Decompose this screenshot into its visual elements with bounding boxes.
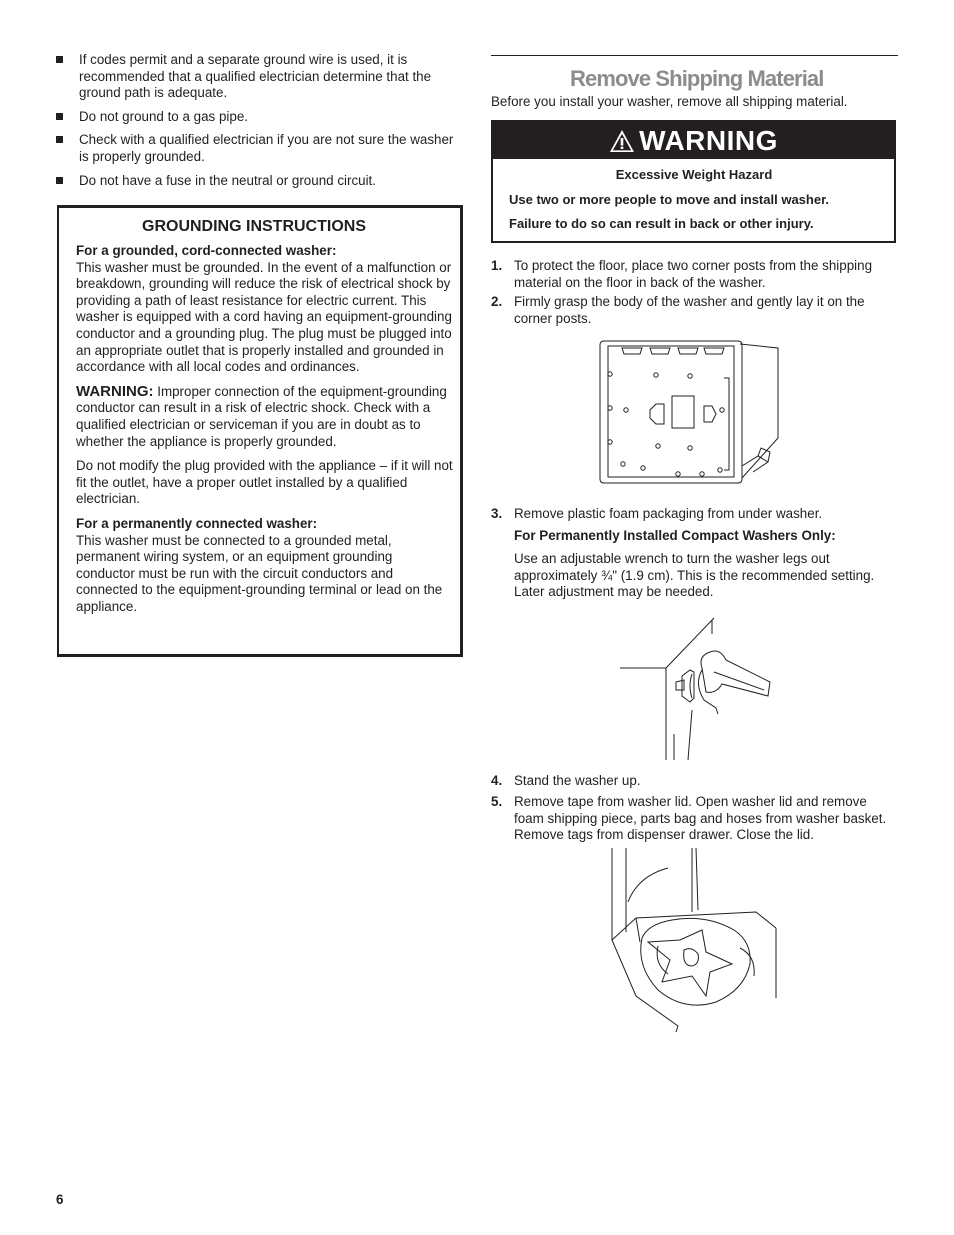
- grounding-instructions-box: [57, 205, 463, 657]
- hazard-line-1: Use two or more people to move and install washer.: [509, 191, 830, 207]
- compact-washer-heading: For Permanently Installed Compact Washers Only:: [514, 527, 836, 543]
- step-item: [491, 506, 899, 601]
- warning-triangle-icon: [609, 129, 635, 153]
- warning-body: [509, 167, 889, 233]
- open-washer-foam-piece-illustration: [606, 846, 782, 1032]
- plug-paragraph: Do not modify the plug provided with the appliance – if it will not fit the outlet, have a proper outlet installed by a qualified electrician.: [76, 458, 453, 507]
- step-item: [491, 258, 899, 291]
- warning-header-tab: [498, 159, 578, 162]
- hazard-line-2: Failure to do so can result in back or other injury.: [509, 216, 814, 232]
- hazard-title: Excessive Weight Hazard: [615, 167, 773, 182]
- step-text: Stand the washer up.: [514, 773, 641, 788]
- warning-text: Improper connection of the equipment-grounding conductor can result in a risk of electric shock. Check with a qualified electrician or serviceman if you are in doubt as to whether the appliance is properly grounded.: [76, 383, 447, 449]
- warning-paragraph: [76, 384, 454, 450]
- bullet-square-icon: [56, 177, 63, 184]
- washer-lying-down-illustration: [598, 338, 783, 490]
- warning-header: [493, 122, 894, 159]
- step-number: 1.: [491, 258, 503, 273]
- bullet-item: Do not ground to a gas pipe.: [56, 109, 464, 126]
- permanent-connection-text: This washer must be connected to a grounded metal, permanent wiring system, or an equipment grounding conductor must be run with the circuit conductors and connected to the equipment-grounding terminal or lead on the appliance.: [76, 532, 443, 614]
- step-item: [491, 773, 899, 790]
- compact-washer-text: Use an adjustable wrench to turn the washer legs out approximately ¾" (1.9 cm). This is the recommended setting. Later adjustment may be needed.: [514, 551, 875, 600]
- step-item: [491, 294, 899, 327]
- warning-word: WARNING: [639, 124, 778, 156]
- step-item: [491, 794, 899, 844]
- cord-connected-text: This washer must be grounded. In the event of a malfunction or breakdown, grounding will reduce the risk of electrical shock by providing a path of least resistance for electric current. This washer is equipped with a cord having an equipment-grounding conductor and a grounding plug. The plug must be plugged into an appropriate outlet that is properly installed and grounded in accordance with all local codes and ordinances.: [76, 259, 452, 375]
- cord-connected-section: [76, 243, 454, 376]
- step-number: 3.: [491, 506, 503, 521]
- bullet-square-icon: [56, 113, 63, 120]
- section-title: Remove Shipping Material: [570, 66, 824, 91]
- wrench-leg-adjustment-illustration: [618, 614, 773, 764]
- warning-label: WARNING:: [76, 382, 154, 400]
- grounding-title: GROUNDING INSTRUCTIONS: [142, 218, 366, 235]
- step-number: 5.: [491, 794, 503, 809]
- bullet-square-icon: [56, 56, 63, 63]
- permanent-connection-heading: For a permanently connected washer:: [76, 515, 318, 531]
- warning-box: [491, 120, 896, 243]
- step-number: 2.: [491, 294, 503, 309]
- left-column: [56, 52, 464, 196]
- step-text: Remove tape from washer lid. Open washer lid and remove foam shipping piece, parts bag and hoses from washer basket. Remove tags from dispenser drawer. Close the lid.: [514, 794, 887, 843]
- bullet-square-icon: [56, 136, 63, 143]
- bullet-item: Check with a qualified electrician if you are not sure the washer is properly grounded.: [56, 132, 464, 165]
- bullet-item: Do not have a fuse in the neutral or ground circuit.: [56, 173, 464, 190]
- bullet-item: If codes permit and a separate ground wire is used, it is recommended that a qualified electrician determine that the ground path is adequate.: [56, 52, 464, 102]
- page-number: 6: [56, 1192, 64, 1207]
- grounding-bullet-list: [56, 52, 464, 189]
- step-number: 4.: [491, 773, 503, 788]
- section-intro: Before you install your washer, remove all shipping material.: [491, 94, 848, 109]
- section-rule: [491, 55, 898, 56]
- cord-connected-heading: For a grounded, cord-connected washer:: [76, 243, 337, 258]
- permanent-connection-section: [76, 516, 454, 616]
- step-text: Firmly grasp the body of the washer and gently lay it on the corner posts.: [514, 294, 865, 326]
- step-text: Remove plastic foam packaging from under washer.: [514, 506, 823, 521]
- step-text: To protect the floor, place two corner posts from the shipping material on the floor in back of the washer.: [514, 258, 873, 290]
